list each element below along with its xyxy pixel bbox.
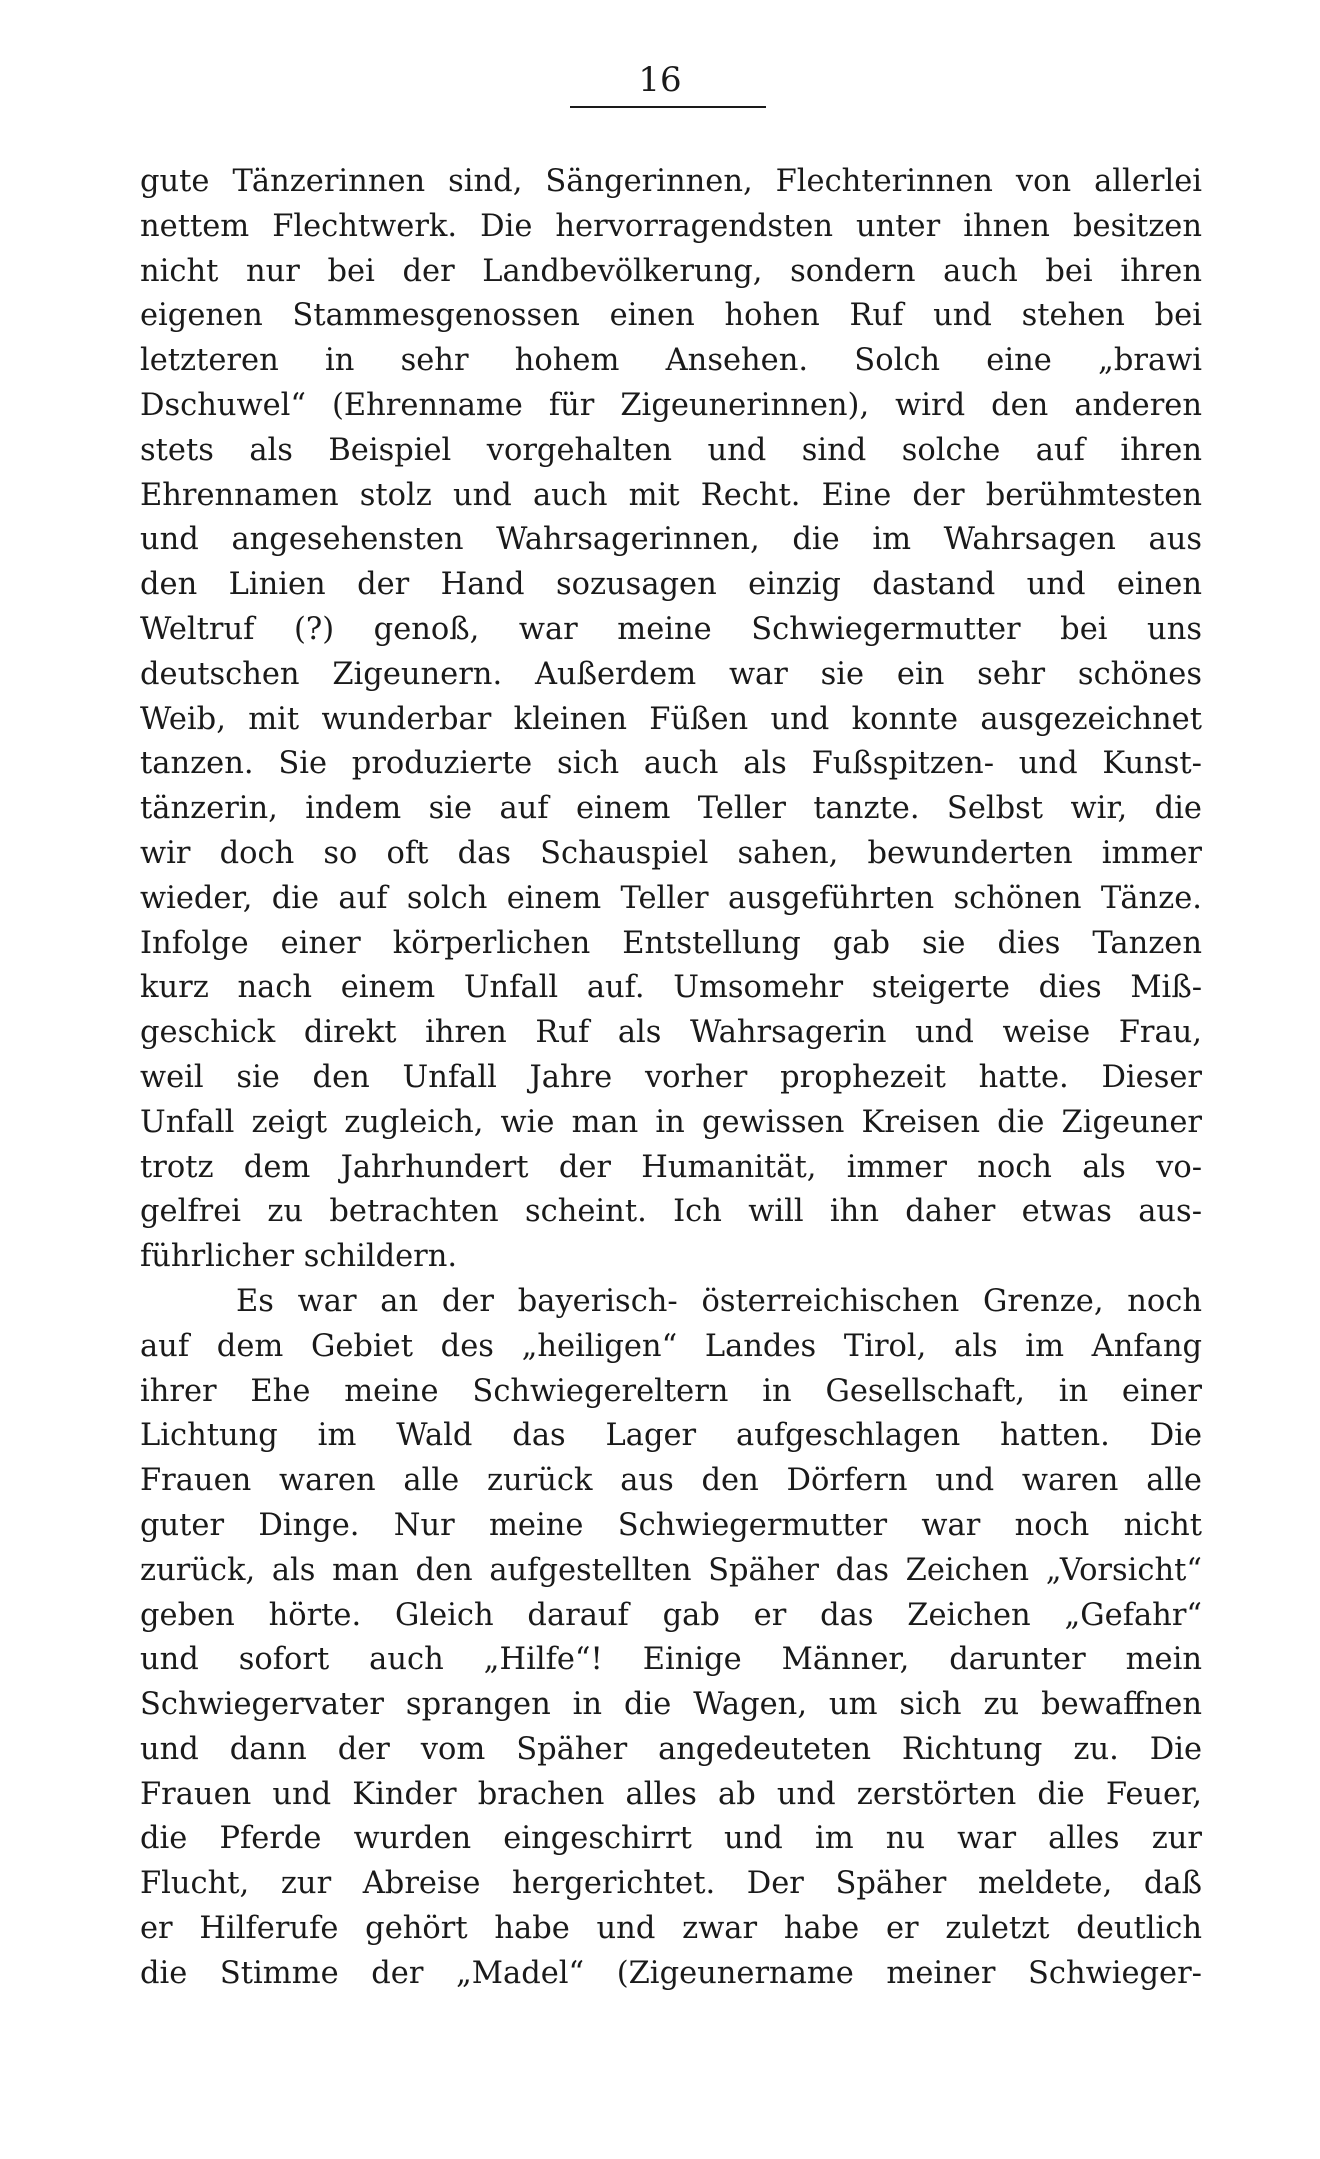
- text-line: Es war an der bayerisch- österreichischen Grenze, noch: [236, 1283, 1202, 1319]
- text-line: kurz nach einem Unfall auf. Umsomehr steigerte dies Miß-: [140, 970, 1202, 1006]
- text-line: Infolge einer körperlichen Entstellung gab sie dies Tanzen: [140, 925, 1202, 961]
- text-line: Frauen waren alle zurück aus den Dörfern und waren alle: [140, 1463, 1202, 1499]
- body-text: [140, 160, 1202, 1997]
- text-line: tanzen. Sie produzierte sich auch als Fußspitzen- und Kunst-: [140, 746, 1202, 782]
- text-line: Schwiegervater sprangen in die Wagen, um sich zu bewaffnen: [140, 1687, 1202, 1723]
- text-line: die Pferde wurden eingeschirrt und im nu war alles zur: [140, 1821, 1202, 1857]
- text-line: Frauen und Kinder brachen alles ab und zerstörten die Feuer,: [140, 1776, 1202, 1812]
- text-line: Unfall zeigt zugleich, wie man in gewissen Kreisen die Zigeuner: [140, 1104, 1202, 1140]
- text-line: und sofort auch „Hilfe“! Einige Männer, darunter mein: [140, 1642, 1202, 1678]
- text-line: tänzerin, indem sie auf einem Teller tanzte. Selbst wir, die: [140, 791, 1202, 827]
- text-line: den Linien der Hand sozusagen einzig dastand und einen: [140, 567, 1202, 603]
- text-line: ihrer Ehe meine Schwiegereltern in Gesellschaft, in einer: [140, 1373, 1202, 1409]
- text-line: gelfrei zu betrachten scheint. Ich will ihn daher etwas aus-: [140, 1194, 1202, 1230]
- page-number: 16: [638, 60, 682, 100]
- text-line: eigenen Stammesgenossen einen hohen Ruf und stehen bei: [140, 298, 1202, 334]
- text-line: und dann der vom Späher angedeuteten Richtung zu. Die: [140, 1731, 1202, 1767]
- text-line: nicht nur bei der Landbevölkerung, sondern auch bei ihren: [140, 253, 1202, 289]
- text-line: auf dem Gebiet des „heiligen“ Landes Tirol, als im Anfang: [140, 1328, 1202, 1364]
- text-line: Weltruf (?) genoß, war meine Schwiegermutter bei uns: [140, 611, 1202, 647]
- text-line: wieder, die auf solch einem Teller ausgeführten schönen Tänze.: [140, 880, 1202, 916]
- text-line: guter Dinge. Nur meine Schwiegermutter war noch nicht: [140, 1507, 1202, 1543]
- text-line: nettem Flechtwerk. Die hervorragendsten unter ihnen besitzen: [140, 208, 1202, 244]
- text-line: deutschen Zigeunern. Außerdem war sie ein sehr schönes: [140, 656, 1202, 692]
- text-line: geben hörte. Gleich darauf gab er das Zeichen „Gefahr“: [140, 1597, 1202, 1633]
- text-line: führlicher schildern.: [140, 1239, 458, 1275]
- text-line: Weib, mit wunderbar kleinen Füßen und konnte ausgezeichnet: [140, 701, 1202, 737]
- text-line: Dschuwel“ (Ehrenname für Zigeunerinnen), wird den anderen: [140, 387, 1202, 423]
- text-line: er Hilferufe gehört habe und zwar habe er zuletzt deutlich: [140, 1911, 1202, 1947]
- text-line: wir doch so oft das Schauspiel sahen, bewunderten immer: [140, 835, 1202, 871]
- text-line: letzteren in sehr hohem Ansehen. Solch eine „brawi: [140, 343, 1202, 379]
- text-line: die Stimme der „Madel“ (Zigeunername meiner Schwieger-: [140, 1955, 1202, 1991]
- text-line: geschick direkt ihren Ruf als Wahrsagerin und weise Frau,: [140, 1015, 1202, 1051]
- text-line: stets als Beispiel vorgehalten und sind solche auf ihren: [140, 432, 1202, 468]
- text-line: zurück, als man den aufgestellten Späher das Zeichen „Vorsicht“: [140, 1552, 1202, 1588]
- text-line: Flucht, zur Abreise hergerichtet. Der Späher meldete, daß: [140, 1866, 1202, 1902]
- text-line: weil sie den Unfall Jahre vorher prophezeit hatte. Dieser: [140, 1059, 1202, 1095]
- text-line: und angesehensten Wahrsagerinnen, die im Wahrsagen aus: [140, 522, 1202, 558]
- text-line: trotz dem Jahrhundert der Humanität, immer noch als vo-: [140, 1149, 1202, 1185]
- text-line: Ehrennamen stolz und auch mit Recht. Eine der berühmtesten: [140, 477, 1202, 513]
- text-line: Lichtung im Wald das Lager aufgeschlagen hatten. Die: [140, 1418, 1202, 1454]
- text-line: gute Tänzerinnen sind, Sängerinnen, Flechterinnen von allerlei: [140, 164, 1202, 199]
- header-rule: [570, 106, 766, 108]
